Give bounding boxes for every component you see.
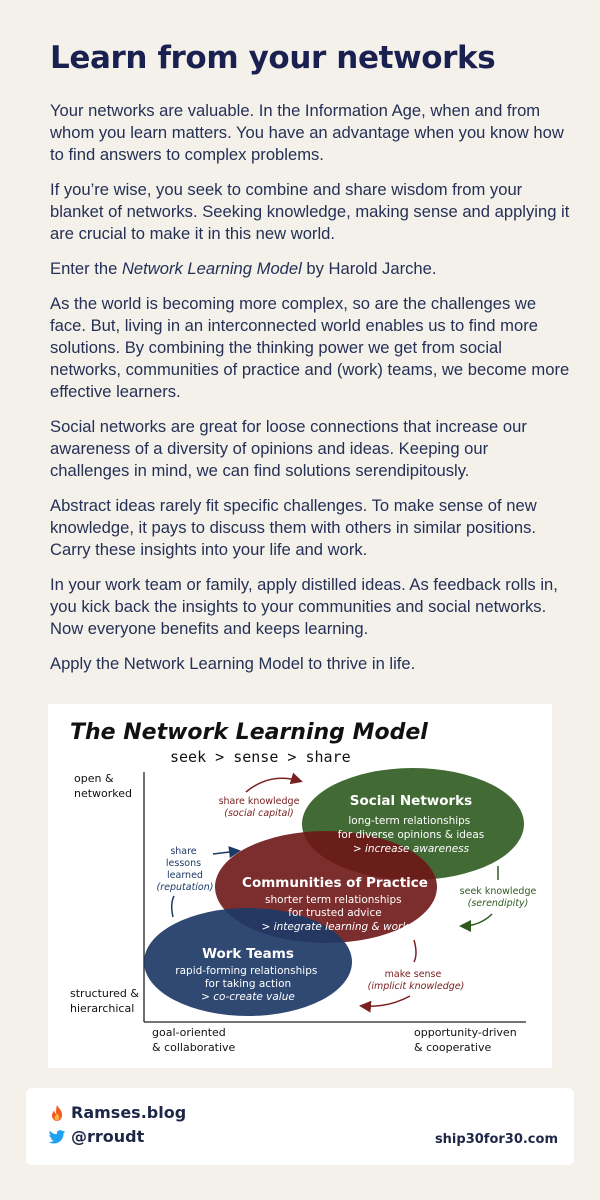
seek-knowledge-sub: (serendipity) (467, 898, 529, 909)
share-lessons-arrow (213, 851, 238, 854)
blog-link[interactable]: Ramses.blog (71, 1103, 187, 1122)
twitter-bird-icon (48, 1128, 66, 1146)
work-teams-outcome: > co-create value (201, 991, 295, 1003)
communities-of-practice-title: Communities of Practice (242, 875, 428, 891)
make-sense-arrow (362, 996, 410, 1006)
twitter-handle-link[interactable]: @rroudt (71, 1127, 145, 1146)
network-learning-model-diagram (48, 704, 552, 1068)
share-lessons-label: share lessons learned (165, 846, 203, 881)
paragraph: Abstract ideas rarely fit specific challenges. To make sense of new knowledge, it pays to discuss them with others in similar positions. Carry these insights into your life and work. (50, 496, 537, 559)
share-knowledge-sub: (social capital) (224, 808, 294, 819)
twitter-row[interactable] (48, 1127, 144, 1146)
paragraph: Social networks are great for loose connections that increase our awareness of a diversity of opinions and ideas. Keeping our challenges in mind, we can find solutions serendipitously. (50, 417, 527, 480)
make-sense-label: make sense (384, 969, 442, 980)
footer-card (26, 1088, 574, 1165)
communities-of-practice-desc: shorter term relationships for trusted advice (265, 894, 402, 919)
diagram-title: The Network Learning Model (70, 720, 428, 745)
work-teams-desc: rapid-forming relationships for taking action (175, 965, 318, 990)
x-axis-right-label: opportunity-driven & cooperative (414, 1026, 517, 1054)
y-axis-bottom-label: structured & hierarchical (70, 987, 139, 1015)
paragraph: In your work team or family, apply distilled ideas. As feedback rolls in, you kick back the insights to your communities and social networks. Now everyone benefits and keeps learning. (50, 575, 558, 638)
social-networks-outcome: > increase awareness (352, 843, 470, 855)
diagram-svg (48, 704, 552, 1068)
share-knowledge-arrow (246, 778, 300, 792)
article-body (50, 100, 570, 688)
share-knowledge-label: share knowledge (218, 796, 300, 807)
share-lessons-sub: (reputation) (156, 882, 214, 893)
ship30for30-link[interactable]: ship30for30.com (434, 1132, 558, 1147)
paragraph-text: Enter the (50, 259, 122, 278)
page-title: Learn from your networks (50, 40, 496, 76)
communities-of-practice-outcome: > integrate learning & work (261, 921, 409, 933)
seek-knowledge-label: seek knowledge (459, 886, 537, 897)
share-lessons-curve (172, 896, 174, 917)
seek-knowledge-arrow (462, 914, 492, 926)
y-axis-top-label: open & networked (74, 772, 133, 800)
paragraph: Your networks are valuable. In the Information Age, when and from whom you learn matters. You have an advantage when you know how to find answers to complex problems. (50, 101, 564, 164)
make-sense-sub: (implicit knowledge) (367, 981, 465, 992)
paragraph (50, 258, 570, 280)
paragraph-text: by Harold Jarche. (301, 259, 437, 278)
work-teams-title: Work Teams (202, 946, 294, 962)
paragraph: Apply the Network Learning Model to thrive in life. (50, 654, 416, 673)
x-axis-left-label: goal-oriented & collaborative (152, 1026, 236, 1054)
paragraph: If you’re wise, you seek to combine and share wisdom from your blanket of networks. Seeking knowledge, making sense and applying it are crucial to make it in this new world. (50, 180, 570, 243)
model-name-emphasis: Network Learning Model (121, 259, 302, 278)
social-networks-title: Social Networks (349, 793, 473, 809)
social-networks-desc: long-term relationships for diverse opinions & ideas (337, 815, 485, 841)
blog-row[interactable] (48, 1103, 186, 1122)
fire-icon (48, 1104, 66, 1122)
diagram-subtitle: seek > sense > share (170, 748, 351, 766)
make-sense-curve (414, 940, 416, 962)
paragraph: As the world is becoming more complex, so are the challenges we face. But, living in an interconnected world enables us to find more solutions. By combining the thinking power we get from social networks, communities of practice and (work) teams, we become more effective learners. (50, 294, 570, 401)
